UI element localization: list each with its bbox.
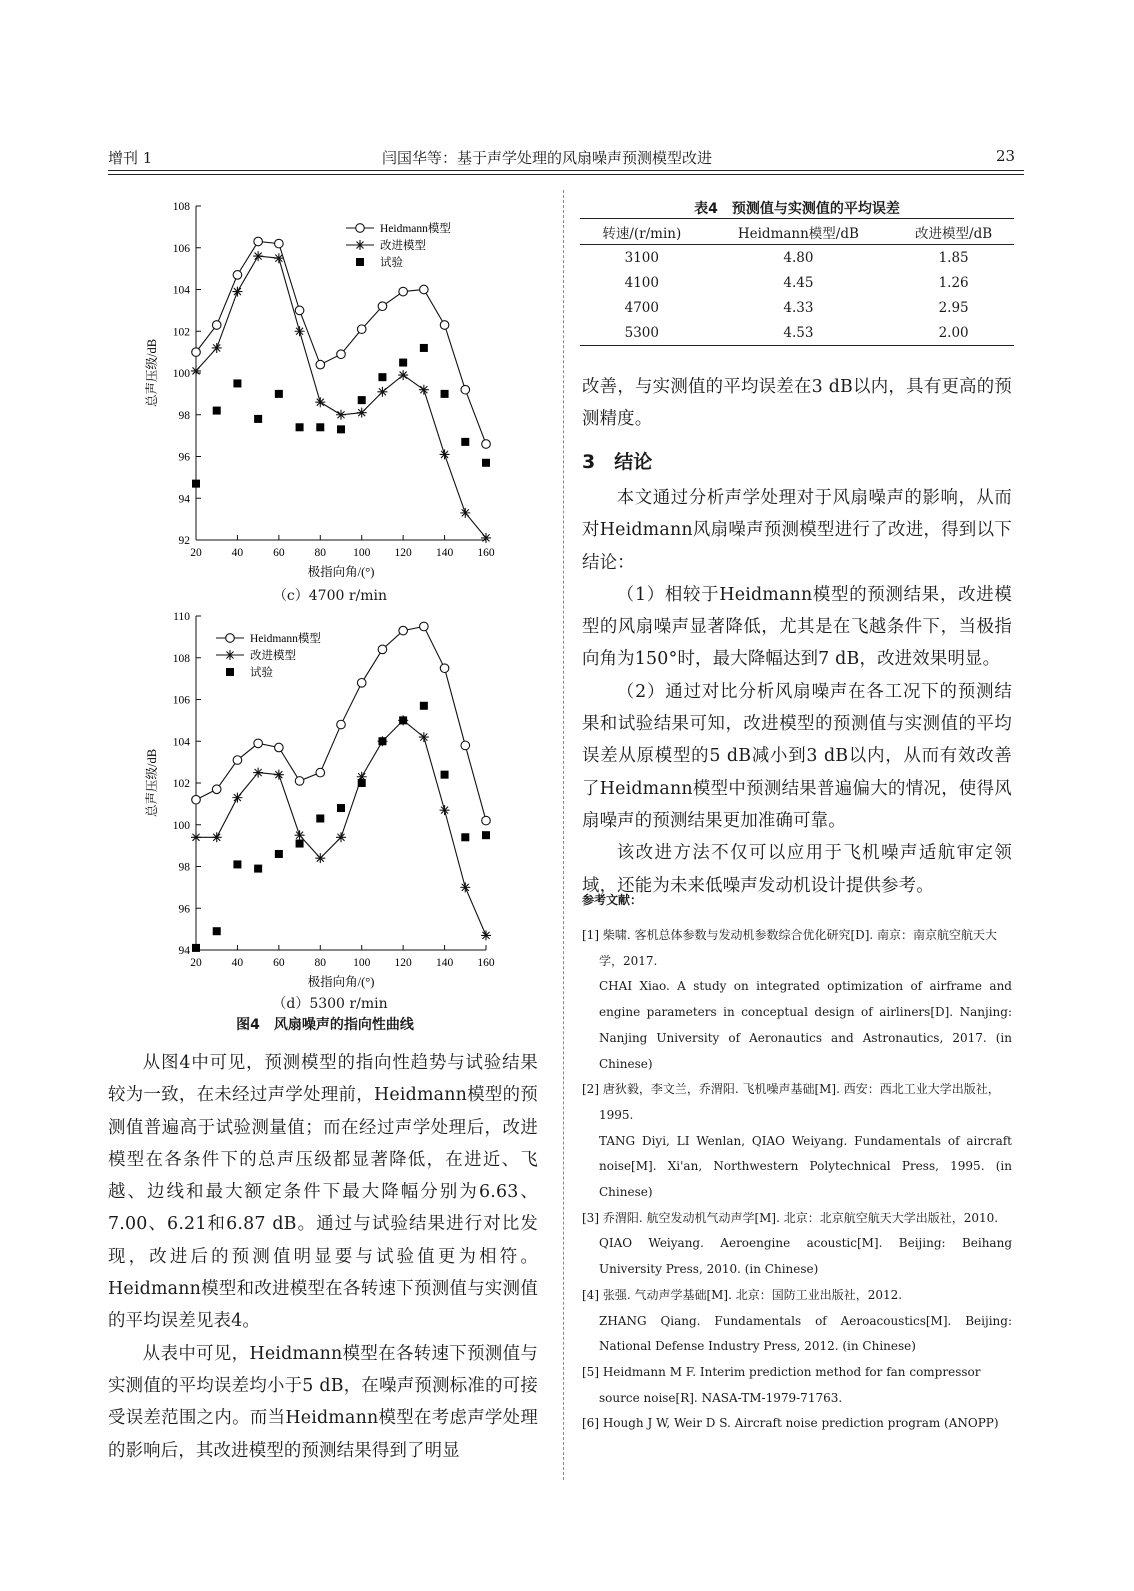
- series-line: [196, 720, 486, 935]
- references-list: [582, 923, 1012, 1437]
- legend-label: Heidmann模型: [250, 633, 321, 645]
- improved-point: [191, 832, 201, 842]
- x-tick-label: 20: [190, 957, 202, 969]
- heidmann-point: [461, 741, 470, 750]
- heidmann-point: [337, 350, 346, 359]
- heidmann-point: [192, 348, 201, 357]
- test-point: [192, 480, 200, 488]
- x-axis-label: 极指向角/(°): [307, 975, 375, 989]
- x-tick-label: 140: [435, 957, 454, 969]
- improved-point: [377, 387, 387, 397]
- table-header-row: [580, 219, 1014, 245]
- panel-d-caption: （d）5300 r/min: [272, 996, 388, 1012]
- test-point: [213, 927, 221, 935]
- test-point: [399, 716, 407, 724]
- reference-item: [4] 张强. 气动声学基础[M]. 北京：国防工业出版社，2012.: [582, 1287, 903, 1302]
- reference-item-en: CHAI Xiao. A study on integrated optimization of airframe and engine parameters in conceptual design of airliners[D]. Nanjing: Nanjing University of Aeronautics and Astronautics, 2017. (in Chinese): [599, 979, 1012, 1071]
- page-number: 23: [996, 147, 1016, 165]
- reference-item-en: ZHANG Qiang. Fundamentals of Aeroacoustics[M]. Beijing: National Defense Industry Press, 2012. (in Chinese): [599, 1313, 1012, 1354]
- x-tick-label: 60: [273, 547, 285, 559]
- improved-point: [274, 253, 284, 263]
- y-tick-label: 94: [178, 493, 190, 506]
- test-point: [420, 702, 428, 710]
- x-tick-label: 100: [353, 547, 371, 559]
- table-title: 表4 预测值与实测值的平均误差: [694, 201, 900, 217]
- legend-marker: [356, 224, 365, 233]
- heidmann-point: [254, 237, 263, 246]
- table-cell: 4.53: [783, 324, 814, 341]
- heidmann-point: [337, 720, 346, 729]
- test-point: [316, 814, 324, 822]
- improved-point: [253, 768, 263, 778]
- x-tick-label: 160: [477, 547, 495, 559]
- heidmann-point: [295, 777, 304, 786]
- heidmann-point: [440, 321, 449, 330]
- references-heading: 参考文献：: [582, 893, 643, 907]
- table-header: 转速/(r/min): [602, 225, 682, 242]
- legend-marker: [226, 668, 234, 676]
- test-point: [337, 804, 345, 812]
- y-tick-label: 102: [172, 326, 190, 339]
- y-tick-label: 96: [178, 451, 190, 464]
- y-tick-label: 98: [178, 409, 190, 422]
- x-tick-label: 80: [314, 957, 327, 969]
- paragraph: 改善，与实测值的平均误差在3 dB以内，具有更高的预测精度。: [582, 377, 1012, 430]
- improved-point: [191, 366, 201, 376]
- y-tick-label: 98: [178, 861, 190, 874]
- improved-point: [274, 770, 284, 780]
- improved-point: [295, 326, 305, 336]
- legend-label: 改进模型: [380, 240, 426, 252]
- legend-label: 试验: [250, 667, 273, 679]
- table-row: [580, 320, 1014, 346]
- table-row: [580, 295, 1014, 320]
- paragraph: 本文通过分析声学处理对于风扇噪声的影响，从而对Heidmann风扇噪声预测模型进行了改进，得到以下结论：: [582, 488, 1012, 573]
- table-cell: 1.26: [938, 274, 969, 291]
- improved-point: [481, 533, 491, 543]
- heidmann-point: [482, 440, 491, 449]
- table-cell: 2.00: [938, 324, 969, 341]
- reference-item-en: QIAO Weiyang. Aeroengine acoustic[M]. Beijing: Beihang University Press, 2010. (in Chinese): [599, 1236, 1012, 1277]
- header-rule: [108, 170, 1024, 171]
- table-header: 改进模型/dB: [915, 225, 993, 242]
- test-point: [461, 833, 469, 841]
- improved-point: [336, 832, 346, 842]
- x-tick-label: 40: [231, 547, 244, 559]
- heidmann-point: [420, 285, 429, 294]
- y-axis-label: 总声压级/dB: [145, 338, 159, 408]
- x-tick-label: 160: [477, 957, 495, 969]
- improved-point: [253, 251, 263, 261]
- heidmann-point: [233, 756, 242, 765]
- paragraph: （1）相较于Heidmann模型的预测结果，改进模型的风扇噪声显著降低，尤其是在飞越条件下，当极指向角为150°时，最大降幅达到7 dB，改进效果明显。: [582, 584, 1012, 670]
- table-cell: 4.45: [783, 274, 814, 291]
- running-title: 闫国华等：基于声学处理的风扇噪声预测模型改进: [382, 149, 713, 167]
- heidmann-point: [254, 739, 263, 748]
- test-point: [482, 831, 490, 839]
- panel-c-caption: （c）4700 r/min: [272, 588, 388, 604]
- legend-label: Heidmann模型: [380, 223, 451, 235]
- x-tick-label: 40: [231, 957, 244, 969]
- reference-item: [2] 唐狄毅，李文兰，乔渭阳. 飞机噪声基础[M]. 西安：西北工业大学出版社，1995.: [582, 1082, 1000, 1122]
- improved-point: [212, 343, 222, 353]
- table-cell: 4.80: [783, 249, 814, 266]
- table-cell: 4700: [624, 299, 659, 316]
- improved-point: [398, 370, 408, 380]
- test-point: [420, 344, 428, 352]
- improved-point: [440, 805, 450, 815]
- improved-point: [336, 410, 346, 420]
- reference-item: [3] 乔渭阳. 航空发动机气动声学[M]. 北京：北京航空航天大学出版社，2010.: [582, 1210, 999, 1225]
- heidmann-point: [482, 816, 491, 825]
- legend-label: 改进模型: [250, 650, 296, 662]
- chart-panel-c: [130, 190, 530, 610]
- test-point: [482, 459, 490, 467]
- legend-marker: [355, 240, 365, 250]
- y-axis-label: 总声压级/dB: [145, 748, 159, 818]
- heidmann-point: [357, 679, 366, 688]
- improved-point: [440, 449, 450, 459]
- error-table: [580, 218, 1014, 346]
- test-point: [358, 396, 366, 404]
- improved-point: [295, 830, 305, 840]
- test-point: [213, 407, 221, 415]
- test-point: [358, 779, 366, 787]
- paragraph: 该改进方法不仅可以应用于飞机噪声适航审定领域，还能为未来低噪声发动机设计提供参考。: [582, 843, 1012, 896]
- reference-item: [5] Heidmann M F. Interim prediction method for fan compressor source noise[R]. NASA-TM-1979-71763.: [582, 1364, 981, 1405]
- journal-issue: 增刊 1: [108, 149, 153, 167]
- improved-point: [481, 930, 491, 940]
- heidmann-point: [316, 360, 325, 369]
- chart-panel-d: [130, 600, 530, 1020]
- test-point: [254, 415, 262, 423]
- test-point: [233, 379, 241, 387]
- heidmann-point: [212, 321, 221, 330]
- test-point: [441, 390, 449, 398]
- x-tick-label: 80: [314, 547, 327, 559]
- y-tick-label: 92: [178, 535, 190, 547]
- heidmann-point: [316, 768, 325, 777]
- heidmann-point: [212, 785, 221, 794]
- conclusion-text: [582, 482, 1012, 902]
- table-row: [580, 245, 1014, 271]
- heidmann-point: [378, 645, 387, 654]
- test-point: [275, 390, 283, 398]
- y-tick-label: 108: [172, 201, 190, 213]
- improved-point: [357, 408, 367, 418]
- y-tick-label: 106: [172, 242, 190, 255]
- improved-point: [419, 385, 429, 395]
- reference-item-en: TANG Diyi, LI Wenlan, QIAO Weiyang. Fundamentals of aircraft noise[M]. Xi'an, Northwestern Polytechnical Press, 1995. (in Chinese): [599, 1133, 1012, 1200]
- x-tick-label: 20: [190, 547, 202, 559]
- header-rule-thin: [108, 174, 1024, 175]
- heidmann-point: [357, 325, 366, 334]
- test-point: [254, 865, 262, 873]
- y-tick-label: 94: [178, 945, 190, 957]
- x-tick-label: 120: [394, 957, 412, 969]
- y-tick-label: 110: [173, 611, 190, 623]
- heidmann-point: [233, 271, 242, 280]
- y-tick-label: 106: [172, 694, 190, 707]
- section-heading: 3 结论: [582, 451, 653, 473]
- test-point: [296, 840, 304, 848]
- test-point: [337, 425, 345, 433]
- x-tick-label: 60: [273, 957, 285, 969]
- test-point: [378, 737, 386, 745]
- reference-item: [6] Hough J W, Weir D S. Aircraft noise prediction program (ANOPP): [582, 1416, 999, 1431]
- heidmann-point: [275, 743, 284, 752]
- column-separator: [563, 190, 564, 1480]
- test-point: [399, 359, 407, 367]
- heidmann-point: [461, 385, 470, 394]
- table-header: Heidmann模型/dB: [737, 225, 859, 242]
- y-tick-label: 108: [172, 652, 190, 665]
- right-continuation-text: [582, 371, 1012, 436]
- paragraph: （2）通过对比分析风扇噪声在各工况下的预测结果和试验结果可知，改进模型的预测值与实测值的平均误差从原模型的5 dB减小到3 dB以内，从而有效改善了Heidmann模型中预测结果普遍偏大的情况，使得风扇噪声的预测结果更加准确可靠。: [582, 681, 1012, 831]
- table-cell: 4100: [624, 274, 659, 291]
- left-body-text: [108, 1047, 538, 1467]
- y-tick-label: 100: [172, 368, 190, 380]
- improved-point: [232, 287, 242, 297]
- test-point: [192, 944, 200, 952]
- x-tick-label: 100: [353, 957, 371, 969]
- table-cell: 1.85: [938, 249, 969, 266]
- paragraph: 从图4中可见，预测模型的指向性趋势与试验结果较为一致，在未经过声学处理前，Heidmann模型的预测值普遍高于试验测量值；而在经过声学处理后，改进模型在各条件下的总声压级都显著降低，在进近、飞越、边线和最大额定条件下最大降幅分别为6.63、7.00、6.21和6.87 dB。通过与试验结果进行对比发现，改进后的预测值明显要与试验值更为相符。Heidmann模型和改进模型在各转速下预测值与实测值的平均误差见表4。: [108, 1053, 538, 1332]
- heidmann-point: [399, 287, 408, 296]
- figure-title: 图4 风扇噪声的指向性曲线: [236, 1017, 414, 1033]
- legend-marker: [226, 634, 235, 643]
- legend-marker: [356, 258, 364, 266]
- test-point: [461, 438, 469, 446]
- x-axis-label: 极指向角/(°): [307, 565, 375, 579]
- improved-point: [315, 853, 325, 863]
- test-point: [316, 423, 324, 431]
- table-cell: 5300: [624, 324, 659, 341]
- legend-label: 试验: [380, 257, 403, 269]
- heidmann-point: [420, 622, 429, 631]
- improved-point: [460, 508, 470, 518]
- test-point: [441, 771, 449, 779]
- improved-point: [232, 793, 242, 803]
- table-cell: 2.95: [938, 299, 969, 316]
- table-cell: 4.33: [783, 299, 814, 316]
- test-point: [275, 850, 283, 858]
- improved-point: [419, 732, 429, 742]
- improved-point: [460, 882, 470, 892]
- y-tick-label: 104: [172, 284, 190, 297]
- table-row: [580, 270, 1014, 295]
- test-point: [233, 860, 241, 868]
- x-tick-label: 140: [435, 547, 454, 559]
- heidmann-point: [275, 239, 284, 248]
- heidmann-point: [440, 664, 449, 673]
- improved-point: [212, 832, 222, 842]
- test-point: [296, 423, 304, 431]
- x-tick-label: 120: [394, 547, 412, 559]
- test-point: [378, 373, 386, 381]
- heidmann-point: [295, 306, 304, 315]
- heidmann-point: [399, 626, 408, 635]
- y-tick-label: 100: [172, 819, 190, 832]
- legend-marker: [225, 650, 235, 660]
- table-cell: 3100: [624, 249, 659, 266]
- paragraph: 从表中可见，Heidmann模型在各转速下预测值与实测值的平均误差均小于5 dB，在噪声预测标准的可接受误差范围之内。而当Heidmann模型在考虑声学处理的影响后，其改进模型的预测结果得到了明显: [108, 1343, 538, 1461]
- y-tick-label: 102: [172, 778, 190, 790]
- y-tick-label: 104: [172, 736, 190, 749]
- improved-point: [315, 397, 325, 407]
- y-tick-label: 96: [178, 903, 190, 916]
- heidmann-point: [192, 795, 201, 804]
- heidmann-point: [378, 302, 387, 311]
- reference-item: [1] 柴啸. 客机总体参数与发动机参数综合优化研究[D]. 南京：南京航空航天大学，2017.: [582, 928, 998, 968]
